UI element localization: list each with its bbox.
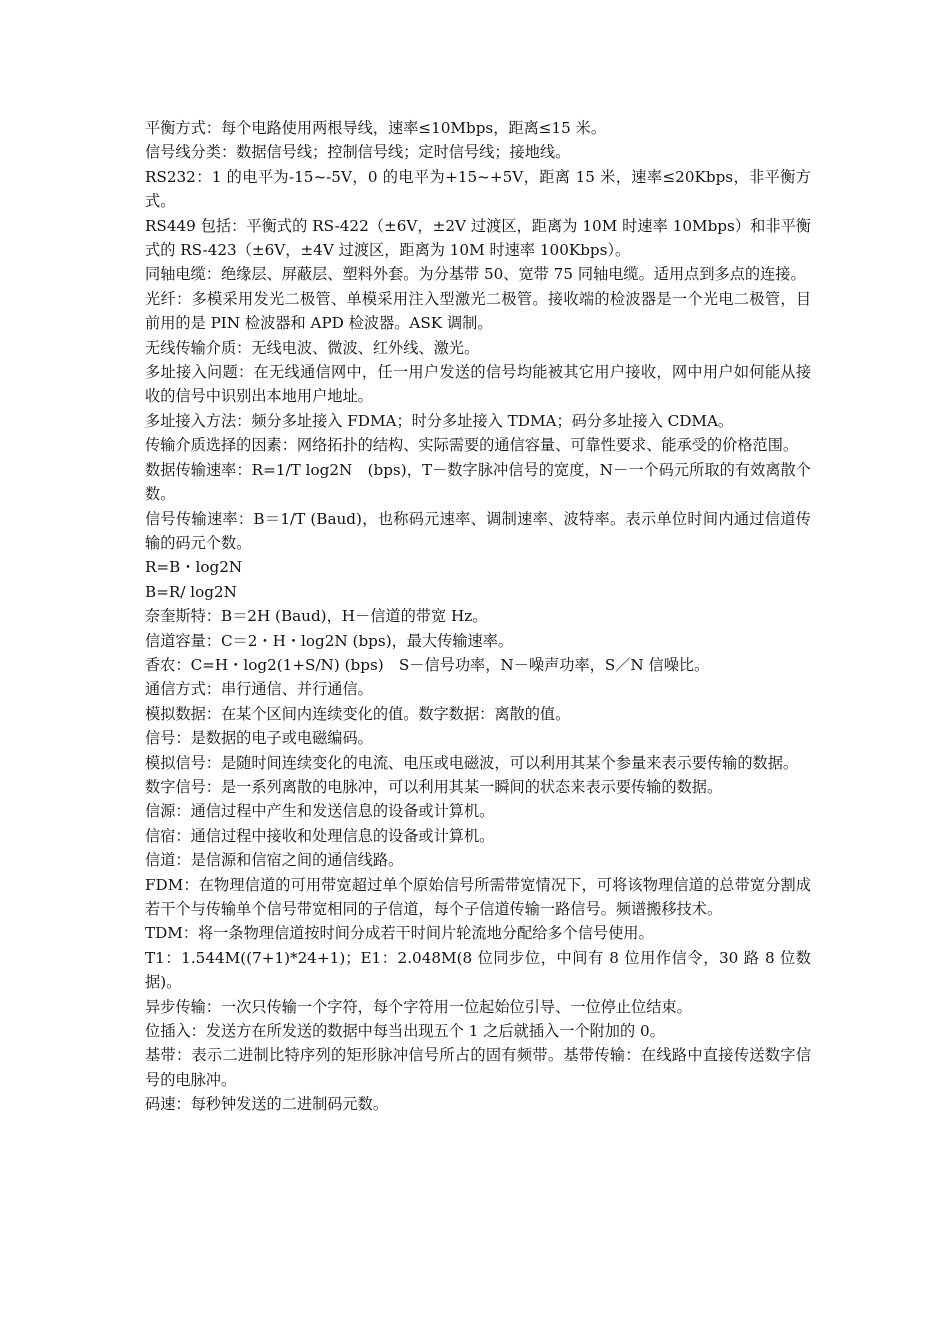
document-body bbox=[145, 116, 811, 1117]
paragraph-source: 信源：通信过程中产生和发送信息的设备或计算机。 bbox=[145, 802, 495, 821]
paragraph-sink: 信宿：通信过程中接收和处理信息的设备或计算机。 bbox=[145, 826, 495, 845]
paragraph-symbol-rate: 码速：每秒钟发送的二进制码元数。 bbox=[145, 1095, 388, 1114]
paragraph-signal-line-types: 信号线分类：数据信号线；控制信号线；定时信号线；接地线。 bbox=[145, 143, 571, 162]
paragraph-nyquist: 奈奎斯特：B＝2H (Baud)，H－信道的带宽 Hz。 bbox=[145, 607, 488, 626]
paragraph-communication-mode: 通信方式：串行通信、并行通信。 bbox=[145, 680, 373, 699]
paragraph-media-selection: 传输介质选择的因素：网络拓扑的结构、实际需要的通信容量、可靠性要求、能承受的价格范围。 bbox=[145, 436, 799, 455]
paragraph-channel-capacity: 信道容量：C＝2・H・log2N (bps)，最大传输速率。 bbox=[145, 631, 514, 650]
paragraph-wireless-media: 无线传输介质：无线电波、微波、红外线、激光。 bbox=[145, 338, 480, 357]
paragraph-data-rate: 数据传输速率：R=1/T log2N (bps)，T－数字脉冲信号的宽度，N－一个码元所取的有效离散个数。 bbox=[145, 460, 811, 504]
paragraph-shannon: 香农：C=H・log2(1+S/N) (bps) S－信号功率，N－噪声功率，S／N 信噪比。 bbox=[145, 655, 710, 674]
paragraph-coaxial-cable: 同轴电缆：绝缘层、屏蔽层、塑料外套。为分基带 50、宽带 75 同轴电缆。适用点到多点的连接。 bbox=[145, 265, 806, 284]
paragraph-multiple-access-methods: 多址接入方法：频分多址接入 FDMA；时分多址接入 TDMA；码分多址接入 CDMA。 bbox=[145, 411, 734, 430]
formula-b: B=R/ log2N bbox=[145, 582, 237, 601]
paragraph-async-transmission: 异步传输：一次只传输一个字符，每个字符用一位起始位引导、一位停止位结束。 bbox=[145, 997, 692, 1016]
paragraph-t1-e1: T1：1.544M((7+1)*24+1)；E1：2.048M(8 位同步位，中间有 8 位用作信令，30 路 8 位数据)。 bbox=[145, 948, 811, 992]
paragraph-tdm: TDM：将一条物理信道按时间分成若干时间片轮流地分配给多个信号使用。 bbox=[145, 924, 654, 943]
paragraph-digital-signal: 数字信号：是一系列离散的电脉冲，可以利用其某一瞬间的状态来表示要传输的数据。 bbox=[145, 777, 723, 796]
paragraph-signal: 信号：是数据的电子或电磁编码。 bbox=[145, 729, 373, 748]
paragraph-analog-digital-data: 模拟数据：在某个区间内连续变化的值。数字数据：离散的值。 bbox=[145, 704, 571, 723]
formula-r: R=B・log2N bbox=[145, 558, 243, 577]
paragraph-multiple-access-problem: 多址接入问题：在无线通信网中，任一用户发送的信号均能被其它用户接收，网中用户如何能从接收的信号中识别出本地用户地址。 bbox=[145, 363, 811, 406]
paragraph-channel: 信道：是信源和信宿之间的通信线路。 bbox=[145, 851, 404, 870]
paragraph-optical-fiber: 光纤：多模采用发光二极管、单模采用注入型激光二极管。接收端的检波器是一个光电二极管，目前用的是 PIN 检波器和 APD 检波器。ASK 调制。 bbox=[145, 289, 811, 333]
paragraph-rs232: RS232：1 的电平为-15~-5V，0 的电平为+15~+5V，距离 15 米，速率≤20Kbps，非平衡方式。 bbox=[145, 167, 811, 211]
paragraph-fdm: FDM：在物理信道的可用带宽超过单个原始信号所需带宽情况下，可将该物理信道的总带宽分割成若干个与传输单个信号带宽相同的子信道，每个子信道传输一路信号。频谱搬移技术。 bbox=[145, 875, 811, 918]
paragraph-bit-stuffing: 位插入：发送方在所发送的数据中每当出现五个 1 之后就插入一个附加的 0。 bbox=[145, 1022, 665, 1041]
paragraph-analog-signal: 模拟信号：是随时间连续变化的电流、电压或电磁波，可以利用其某个参量来表示要传输的数据。 bbox=[145, 753, 799, 772]
paragraph-rs449: RS449 包括：平衡式的 RS-422（±6V，±2V 过渡区，距离为 10M 时速率 10Mbps）和非平衡式的 RS-423（±6V，±4V 过渡区，距离为 10M 时速率 100Kbps）。 bbox=[145, 216, 811, 260]
paragraph-baseband: 基带：表示二进制比特序列的矩形脉冲信号所占的固有频带。基带传输：在线路中直接传送数字信号的电脉冲。 bbox=[145, 1046, 811, 1089]
paragraph-signal-rate: 信号传输速率：B＝1/T (Baud)，也称码元速率、调制速率、波特率。表示单位时间内通过信道传输的码元个数。 bbox=[145, 509, 811, 552]
paragraph-balanced-mode: 平衡方式：每个电路使用两根导线，速率≤10Mbps，距离≤15 米。 bbox=[145, 119, 607, 137]
